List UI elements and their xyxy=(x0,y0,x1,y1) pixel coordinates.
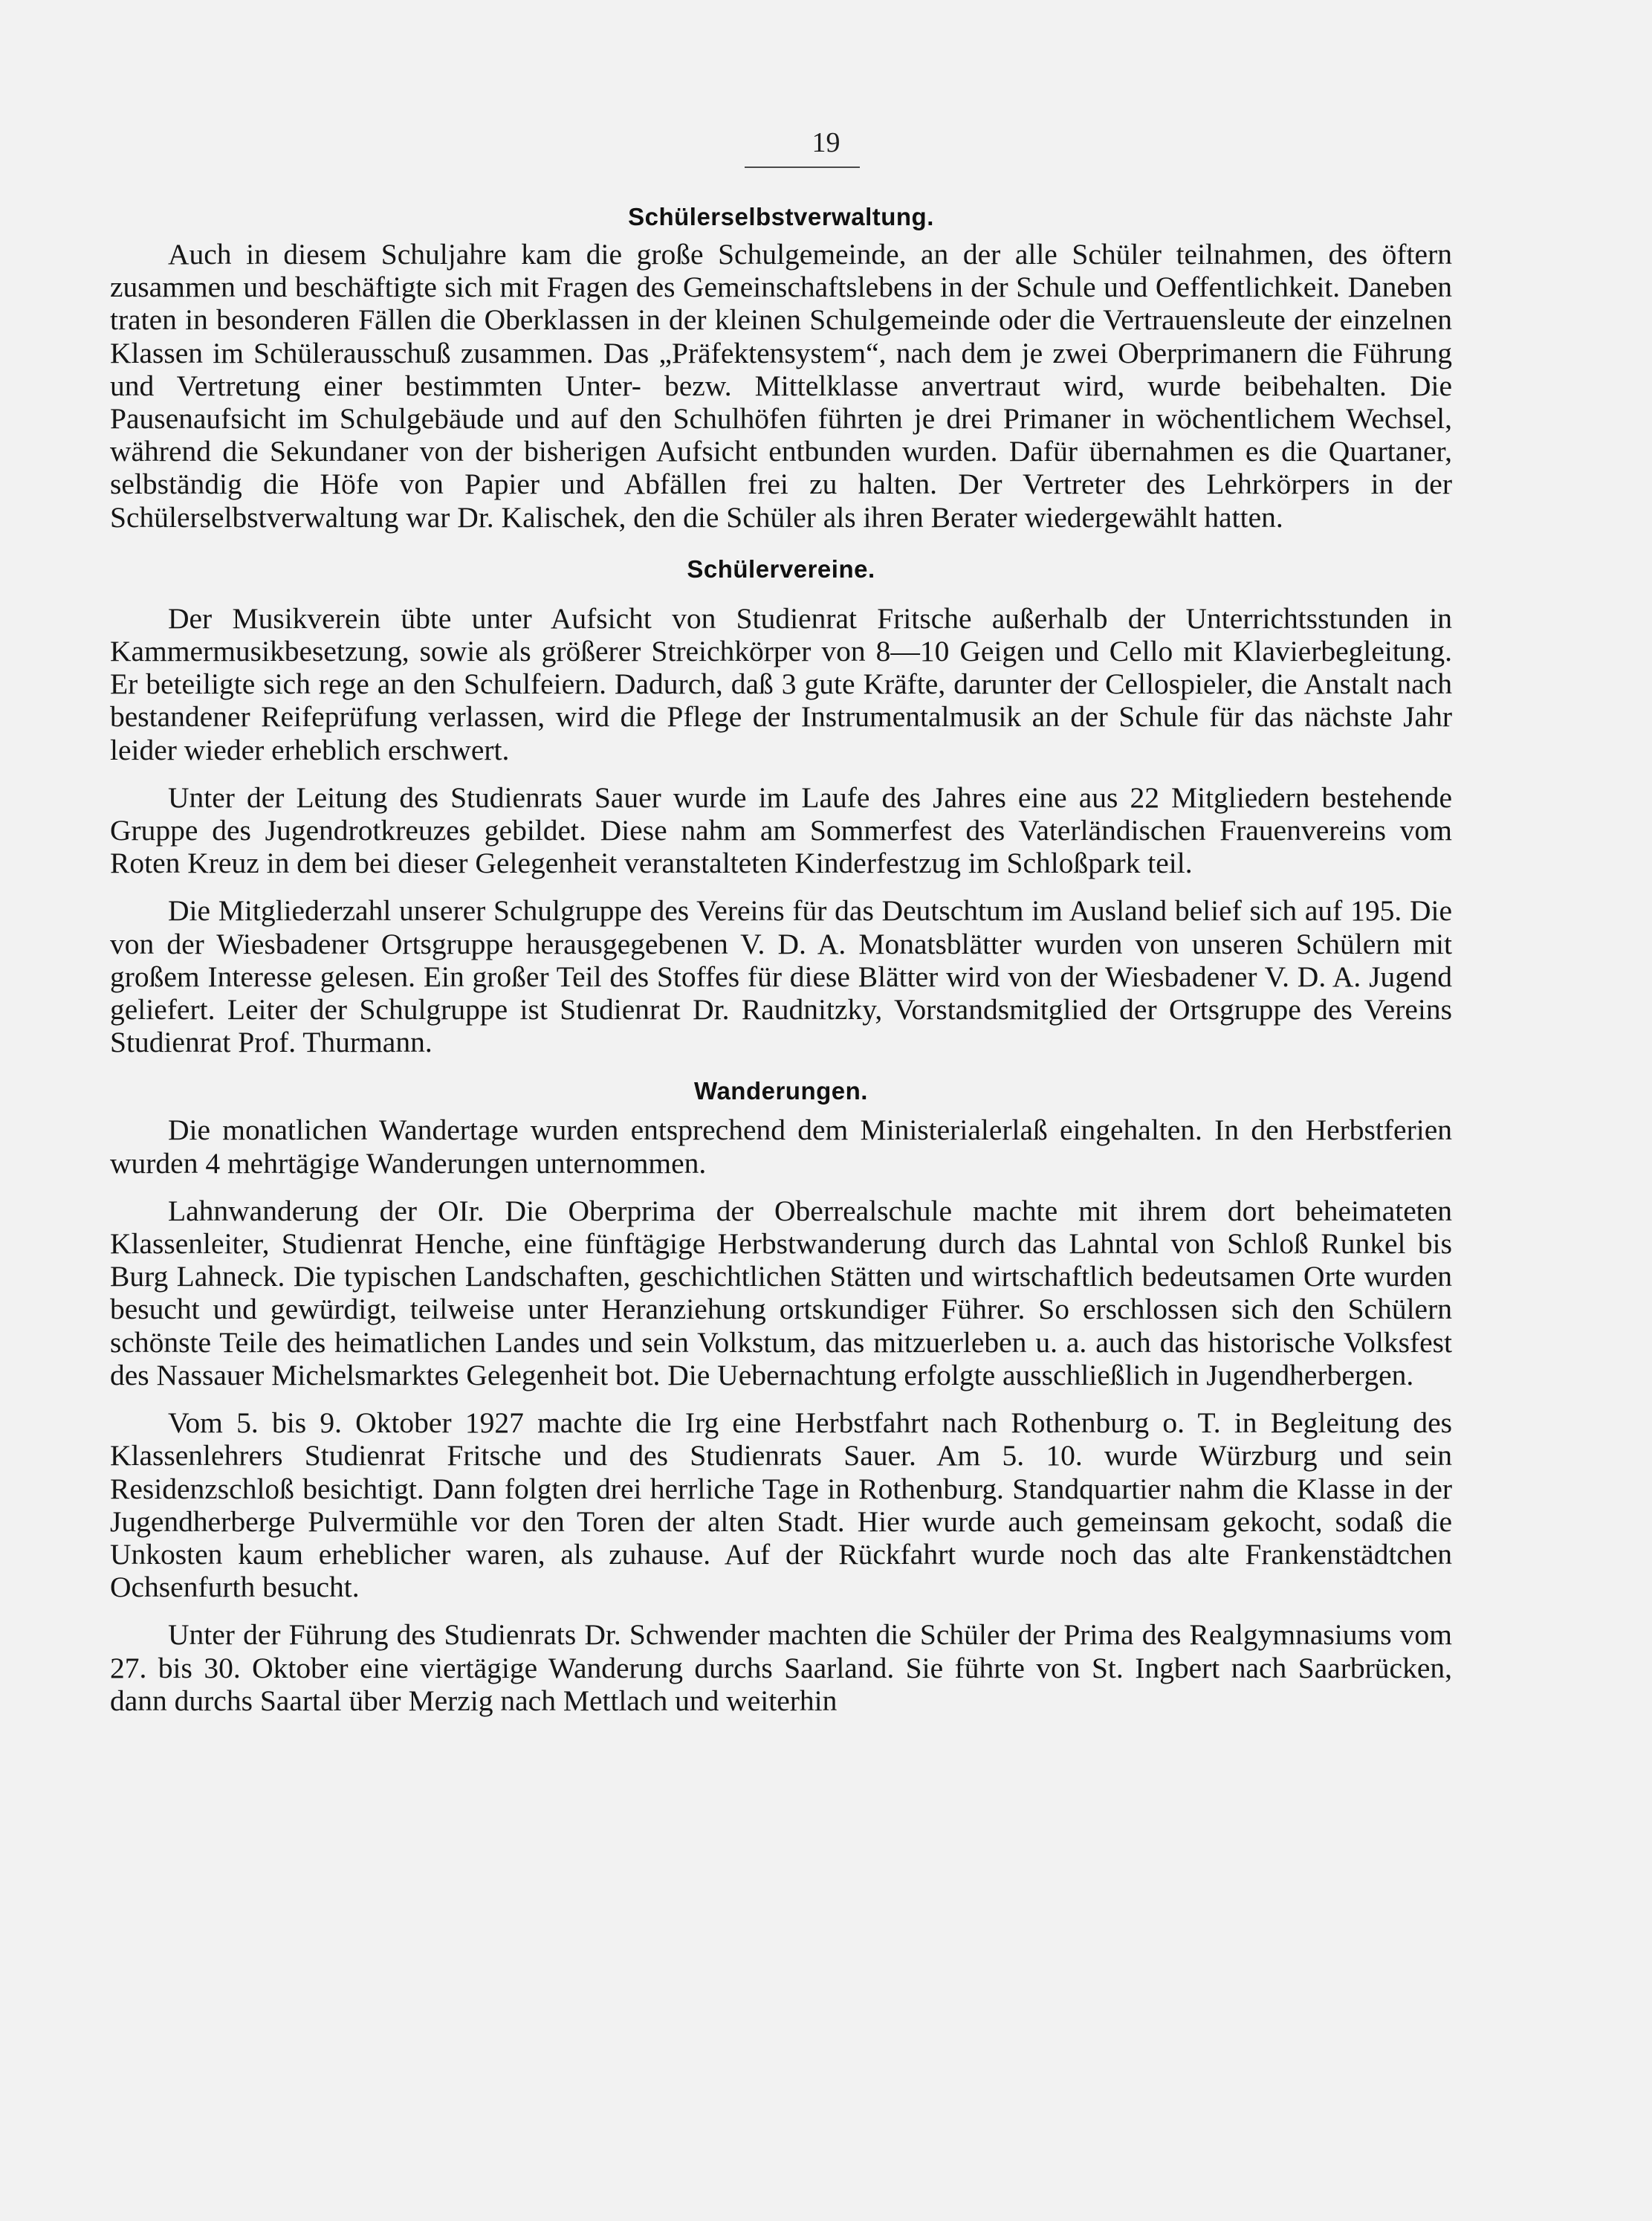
page-number: 19 xyxy=(812,127,840,158)
paragraph-wandertage: Die monatlichen Wandertage wurden entsprechend dem Ministerialerlaß eingehalten. In den Herbstferien wurden 4 mehrtägige Wanderungen unternommen. xyxy=(110,1113,1452,1180)
section-heading-selbstverwaltung: Schülerselbstverwaltung. xyxy=(628,203,934,230)
section-heading-wanderungen: Wanderungen. xyxy=(694,1077,868,1105)
page-number-rule xyxy=(745,167,860,168)
page-content xyxy=(110,201,1452,1717)
paragraph-selbstverwaltung: Auch in diesem Schuljahre kam die große Schulgemeinde, an der alle Schüler teilnahmen, des öftern zusammen und beschäftigte sich mit Fragen des Gemeinschaftslebens in der Schule und Oeffentlichkeit. Daneben traten in besonderen Fällen die Oberklassen in der kleinen Schulgemeinde oder die Vertrauensleute der einzelnen Klassen im Schülerausschuß zusammen. Das „Präfektensystem“, nach dem je zwei Oberprimanern die Führung und Vertretung einer bestimmten Unter- bezw. Mittelklasse anvertraut wird, wurde beibehalten. Die Pausenaufsicht im Schulgebäude und auf den Schulhöfen führten je drei Primaner in wöchentlichem Wechsel, während die Sekundaner von der bisherigen Aufsicht entbunden wurden. Dafür übernahmen es die Quartaner, selbständig die Höfe von Papier und Abfällen frei zu halten. Der Vertreter des Lehrkörpers in der Schülerselbstverwaltung war Dr. Kalischek, den die Schüler als ihren Berater wiedergewählt hatten. xyxy=(110,238,1452,534)
paragraph-musikverein: Der Musikverein übte unter Aufsicht von Studienrat Fritsche außerhalb der Unterrichtsstunden in Kammermusikbesetzung, sowie als größerer Streichkörper von 8—10 Geigen und Cello mit Klavierbegleitung. Er beteiligte sich rege an den Schulfeiern. Dadurch, daß 3 gute Kräfte, darunter der Cellospieler, die Anstalt nach bestandener Reifeprüfung verlassen, wird die Pflege der Instrumentalmusik an der Schule für das nächste Jahr leider wieder erheblich erschwert. xyxy=(110,601,1452,766)
paragraph-lahnwanderung: Lahnwanderung der OIr. Die Oberprima der Oberrealschule machte mit ihrem dort beheimateten Klassenleiter, Studienrat Henche, eine fünftägige Herbstwanderung durch das Lahntal von Schloß Runkel bis Burg Lahneck. Die typischen Landschaften, geschichtlichen Stätten und wirtschaftlich bedeutsamen Orte wurden besucht und gewürdigt, teilweise unter Heranziehung ortskundiger Führer. So erschlossen sich den Schülern schönste Teile des heimatlichen Landes und sein Volkstum, das mitzuerleben u. a. auch das historische Volksfest des Nassauer Michelsmarktes Gelegenheit bot. Die Uebernachtung erfolgte ausschließlich in Jugendherbergen. xyxy=(110,1194,1452,1391)
paragraph-rothenburg: Vom 5. bis 9. Oktober 1927 machte die Irg eine Herbstfahrt nach Rothenburg o. T. in Begleitung des Klassenlehrers Studienrat Fritsche und des Studienrats Sauer. Am 5. 10. wurde Würzburg und sein Residenzschloß besichtigt. Dann folgten drei herrliche Tage in Rothenburg. Standquartier nahm die Klasse in der Jugendherberge Pulvermühle vor den Toren der alten Stadt. Hier wurde auch gemeinsam gekocht, sodaß die Unkosten kaum erheblicher waren, als zuhause. Auf der Rückfahrt wurde noch das alte Frankenstädtchen Ochsenfurth besucht. xyxy=(110,1406,1452,1604)
paragraph-jugendrotkreuz: Unter der Leitung des Studienrats Sauer wurde im Laufe des Jahres eine aus 22 Mitgliedern bestehende Gruppe des Jugendrotkreuzes gebildet. Diese nahm am Sommerfest des Vaterländischen Frauenvereins vom Roten Kreuz in dem bei dieser Gelegenheit veranstalteten Kinderfestzug im Schloßpark teil. xyxy=(110,780,1452,880)
section-heading-schuelervereine: Schülervereine. xyxy=(687,555,875,583)
paragraph-vda: Die Mitgliederzahl unserer Schulgruppe des Vereins für das Deutschtum im Ausland belief sich auf 195. Die von der Wiesbadener Ortsgruppe herausgegebenen V. D. A. Monatsblätter wurden von unseren Schülern mit großem Interesse gelesen. Ein großer Teil des Stoffes für diese Blätter wird von der Wiesbadener V. D. A. Jugend geliefert. Leiter der Schulgruppe ist Studienrat Dr. Raudnitzky, Vorstandsmitglied der Ortsgruppe des Vereins Studienrat Prof. Thurmann. xyxy=(110,894,1452,1059)
paragraph-saarland: Unter der Führung des Studienrats Dr. Schwender machten die Schüler der Prima des Realgymnasiums vom 27. bis 30. Oktober eine viertägige Wanderung durchs Saarland. Sie führte von St. Ingbert nach Saarbrücken, dann durchs Saartal über Merzig nach Mettlach und weiterhin xyxy=(110,1618,1452,1717)
